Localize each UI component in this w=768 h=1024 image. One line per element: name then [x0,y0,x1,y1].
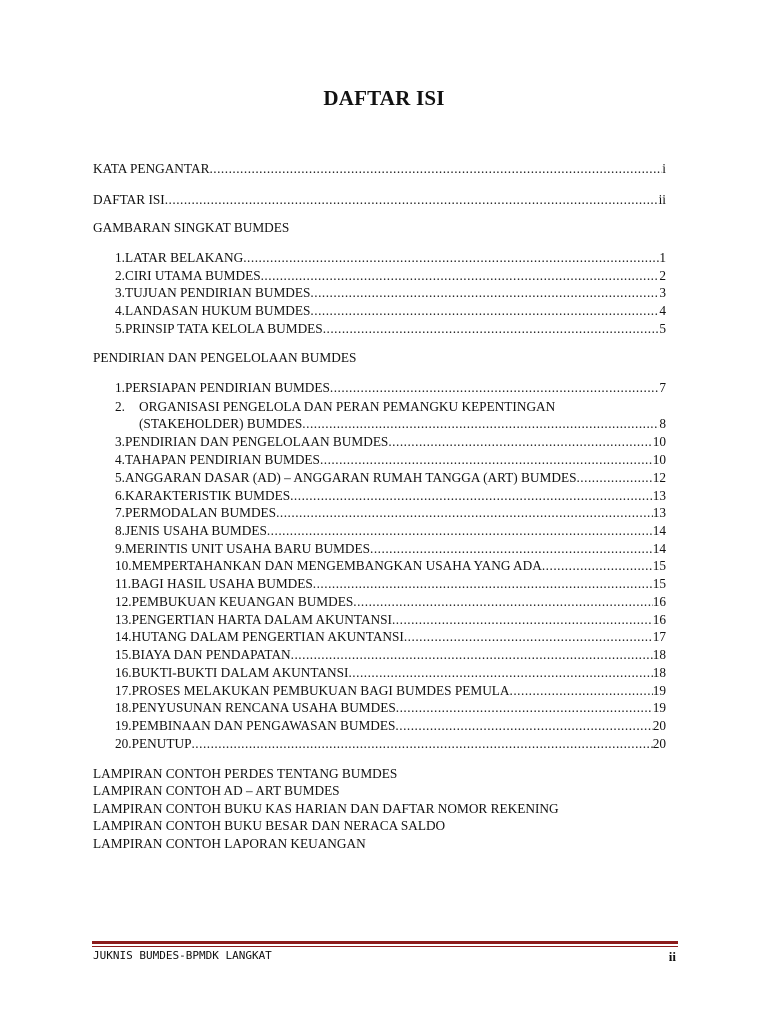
toc-page-number: 8 [659,416,666,431]
toc-item[interactable] [115,664,666,681]
toc-page-number: ii [658,192,666,207]
toc-page-number: 14 [652,523,666,538]
toc-item-text: PENYUSUNAN RENCANA USAHA BUMDES [131,700,396,715]
toc-item-text: ANGGARAN DASAR (AD) – ANGGARAN RUMAH TANGGA (ART) BUMDES [124,470,577,485]
toc-page-number: 15 [652,558,666,573]
toc-item[interactable] [115,575,666,592]
toc-item[interactable] [115,628,666,645]
toc-item-number: 2. [115,399,125,414]
toc-page-number: 10 [652,434,666,449]
dot-leader [330,379,659,396]
toc-item-number: 3. [115,285,125,300]
toc-item[interactable] [115,522,666,539]
footer-rule [92,941,678,944]
footer-document-label: JUKNIS BUMDES-BPMDK LANGKAT [93,949,272,962]
dot-leader [209,160,662,177]
toc-item-number: 16. [115,665,132,680]
toc-item-number: 14. [115,629,132,644]
dot-leader [302,415,659,432]
toc-page-number: 13 [652,488,666,503]
toc-item-text: PERSIAPAN PENDIRIAN BUMDES [124,380,330,395]
dot-leader [348,664,652,681]
toc-item-number: 19. [115,718,132,733]
toc-page-number: 4 [659,303,666,318]
toc-item-number: 2. [115,268,125,283]
toc-item-text: ORGANISASI PENGELOLA DAN PERAN PEMANGKU KEPENTINGAN [139,399,556,414]
dot-leader [261,267,660,284]
toc-item[interactable] [115,504,666,521]
toc-item[interactable] [115,379,666,396]
toc-page-number: 1 [659,250,666,265]
toc-item-text: KARAKTERISTIK BUMDES [124,488,291,503]
appendix-item[interactable]: LAMPIRAN CONTOH LAPORAN KEUANGAN [93,836,366,851]
toc-item[interactable] [115,699,666,716]
toc-item-text-cont: (STAKEHOLDER) BUMDES [139,416,303,431]
toc-item[interactable] [115,717,666,734]
toc-item-text: PENGERTIAN HARTA DALAM AKUNTANSI [131,612,392,627]
toc-item[interactable] [115,469,666,486]
toc-item[interactable] [115,284,666,301]
dot-leader [191,735,652,752]
toc-item[interactable] [115,320,666,337]
dot-leader [267,522,653,539]
toc-item[interactable] [115,611,666,628]
dot-leader [291,646,653,663]
dot-leader [323,320,660,337]
toc-item-text: MEMPERTAHANKAN DAN MENGEMBANGKAN USAHA YANG ADA [131,558,542,573]
toc-entry-text: KATA PENGANTAR [93,161,210,176]
dot-leader [310,284,659,301]
section-heading-pendirian: PENDIRIAN DAN PENGELOLAAN BUMDES [93,350,357,365]
toc-item[interactable] [115,267,666,284]
toc-page-number: 19 [652,683,666,698]
toc-item[interactable] [115,249,666,266]
footer-rule-thin [92,946,678,947]
toc-item-text: PRINSIP TATA KELOLA BUMDES [124,321,323,336]
dot-leader [510,682,653,699]
dot-leader [353,593,652,610]
dot-leader [320,451,653,468]
toc-item-text: MERINTIS UNIT USAHA BARU BUMDES [124,541,371,556]
toc-item-number: 5. [115,321,125,336]
toc-item[interactable] [115,540,666,557]
dot-leader [310,302,659,319]
toc-page-number: 15 [652,576,666,591]
footer-page-number: ii [668,949,676,964]
toc-item-text: TUJUAN PENDIRIAN BUMDES [124,285,311,300]
toc-item-number: 4. [115,452,125,467]
toc-entry-kata-pengantar[interactable] [93,160,666,177]
toc-page-number: 18 [652,665,666,680]
toc-item-text: BAGI HASIL USAHA BUMDES [131,576,313,591]
toc-item-text: PENUTUP [131,736,192,751]
toc-page-number: 5 [659,321,666,336]
toc-page-number: 12 [652,470,666,485]
dot-leader [542,557,653,574]
toc-page-number: 14 [652,541,666,556]
appendix-item[interactable]: LAMPIRAN CONTOH AD – ART BUMDES [93,783,340,798]
dot-leader [290,487,653,504]
dot-leader [404,628,653,645]
toc-item[interactable] [115,433,666,450]
toc-item-number: 9. [115,541,125,556]
toc-item-number: 6. [115,488,125,503]
toc-item-number: 17. [115,683,132,698]
toc-item-multiline-first[interactable] [115,398,555,415]
toc-item[interactable] [115,451,666,468]
toc-page-number: 17 [652,629,666,644]
toc-item-number: 11. [115,576,132,591]
toc-page-number: 7 [659,380,666,395]
toc-item[interactable] [115,487,666,504]
appendix-item[interactable]: LAMPIRAN CONTOH BUKU KAS HARIAN DAN DAFTAR NOMOR REKENING [93,801,559,816]
toc-item[interactable] [115,302,666,319]
toc-entry-text: DAFTAR ISI [93,192,165,207]
toc-item[interactable] [115,682,666,699]
appendix-item[interactable]: LAMPIRAN CONTOH PERDES TENTANG BUMDES [93,766,398,781]
toc-item-text: PERMODALAN BUMDES [124,505,277,520]
toc-page-number: 3 [659,285,666,300]
toc-page-number: 16 [652,612,666,627]
toc-page-number: 20 [652,718,666,733]
toc-item-number: 1. [115,380,125,395]
toc-item-text: HUTANG DALAM PENGERTIAN AKUNTANSI [131,629,404,644]
toc-item[interactable] [115,735,666,752]
toc-item-text: BIAYA DAN PENDAPATAN [131,647,291,662]
toc-item-number: 12. [115,594,132,609]
toc-page-number: 10 [652,452,666,467]
dot-leader [370,540,653,557]
dot-leader [243,249,659,266]
toc-item-text: TAHAPAN PENDIRIAN BUMDES [124,452,320,467]
toc-page-number: 2 [659,268,666,283]
toc-item-number: 1. [115,250,125,265]
toc-item-multiline-cont[interactable] [139,415,666,432]
toc-item-number: 20. [115,736,132,751]
toc-item-text: LANDASAN HUKUM BUMDES [124,303,311,318]
dot-leader [276,504,653,521]
toc-item-number: 3. [115,434,125,449]
toc-item-number: 5. [115,470,125,485]
toc-page-number: 18 [652,647,666,662]
dot-leader [395,717,652,734]
toc-page-number: 16 [652,594,666,609]
section-heading-gambaran: GAMBARAN SINGKAT BUMDES [93,220,290,235]
toc-item-text: PEMBINAAN DAN PENGAWASAN BUMDES [131,718,396,733]
toc-item-number: 18. [115,700,132,715]
toc-page-number: 19 [652,700,666,715]
toc-item-text: PROSES MELAKUKAN PEMBUKUAN BAGI BUMDES PEMULA [131,683,510,698]
toc-page-number: 20 [652,736,666,751]
dot-leader [396,699,653,716]
toc-item-number: 13. [115,612,132,627]
toc-item-text: BUKTI-BUKTI DALAM AKUNTANSI [131,665,349,680]
toc-item-number: 15. [115,647,132,662]
dot-leader [313,575,653,592]
toc-item[interactable] [115,557,666,574]
toc-item[interactable] [115,646,666,663]
dot-leader [388,433,652,450]
toc-item-number: 10. [115,558,132,573]
toc-item-text: PEMBUKUAN KEUANGAN BUMDES [131,594,354,609]
toc-item-text: PENDIRIAN DAN PENGELOLAAN BUMDES [124,434,389,449]
toc-item-text: LATAR BELAKANG [124,250,244,265]
dot-leader [392,611,653,628]
toc-item-text: CIRI UTAMA BUMDES [124,268,261,283]
appendix-item[interactable]: LAMPIRAN CONTOH BUKU BESAR DAN NERACA SALDO [93,818,446,833]
toc-item-number: 7. [115,505,125,520]
dot-leader [165,191,659,208]
toc-item-number: 8. [115,523,125,538]
toc-page-number: 13 [652,505,666,520]
toc-page-number: i [662,161,666,176]
toc-item-text: JENIS USAHA BUMDES [124,523,267,538]
dot-leader [576,469,652,486]
toc-entry-daftar-isi[interactable] [93,191,666,208]
toc-item[interactable] [115,593,666,610]
page-title: DAFTAR ISI [323,86,445,110]
toc-item-number: 4. [115,303,125,318]
